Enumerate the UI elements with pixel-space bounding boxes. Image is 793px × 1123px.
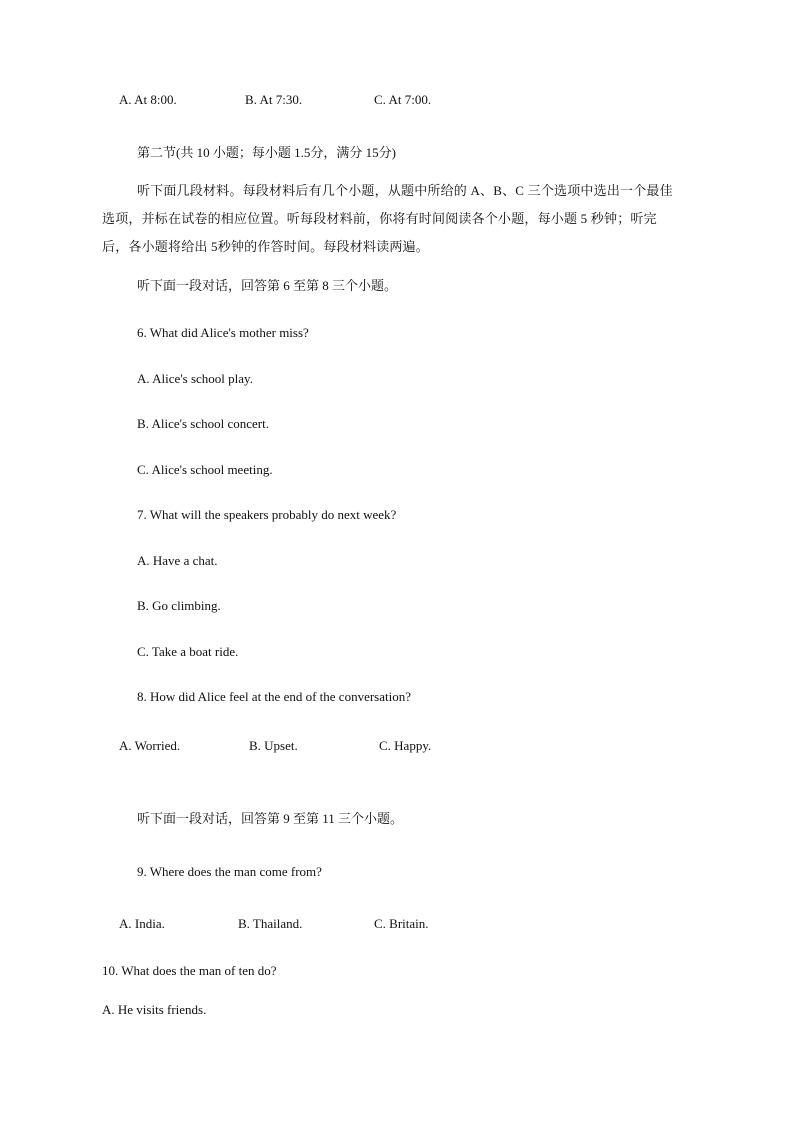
question-7: 7. What will the speakers probably do next week?: [137, 507, 397, 522]
q7-option-b: B. Go climbing.: [137, 598, 221, 613]
q10-option-a: A. He visits friends.: [102, 1002, 207, 1017]
q5-option-a: A. At 8:00.: [119, 92, 177, 107]
q9-option-a: A. India.: [119, 916, 165, 931]
q8-option-c: C. Happy.: [379, 738, 432, 753]
question-8: 8. How did Alice feel at the end of the conversation?: [137, 689, 411, 704]
dialogue-2-intro: 听下面一段对话，回答第 9 至第 11 三个小题。: [137, 811, 404, 826]
q7-option-a: A. Have a chat.: [137, 553, 218, 568]
question-9: 9. Where does the man come from?: [137, 864, 322, 879]
section-heading: 第二节(共 10 小题；每小题 1.5分，满分 15分): [137, 145, 396, 160]
section-instructions: 听下面几段材料。每段材料后有几个小题，从题中所给的 A、B、C 三个选项中选出一个最佳选项，并标在试卷的相应位置。听每段材料前，你将有时间阅读各个小题，每小题 5 秒钟；听完后，各小题将给出 5秒钟的作答时间。每段材料读两遍。: [102, 183, 673, 254]
q6-option-b: B. Alice's school concert.: [137, 416, 269, 431]
question-10: 10. What does the man of ten do?: [102, 963, 277, 978]
question-6: 6. What did Alice's mother miss?: [137, 325, 309, 340]
q5-option-b: B. At 7:30.: [245, 92, 303, 107]
q8-option-b: B. Upset.: [249, 738, 298, 753]
q9-option-b: B. Thailand.: [238, 916, 303, 931]
q8-option-a: A. Worried.: [119, 738, 181, 753]
q6-option-a: A. Alice's school play.: [137, 371, 253, 386]
q6-option-c: C. Alice's school meeting.: [137, 462, 273, 477]
q7-option-c: C. Take a boat ride.: [137, 644, 239, 659]
q5-option-c: C. At 7:00.: [374, 92, 432, 107]
q9-option-c: C. Britain.: [374, 916, 429, 931]
dialogue-1-intro: 听下面一段对话，回答第 6 至第 8 三个小题。: [137, 278, 398, 293]
